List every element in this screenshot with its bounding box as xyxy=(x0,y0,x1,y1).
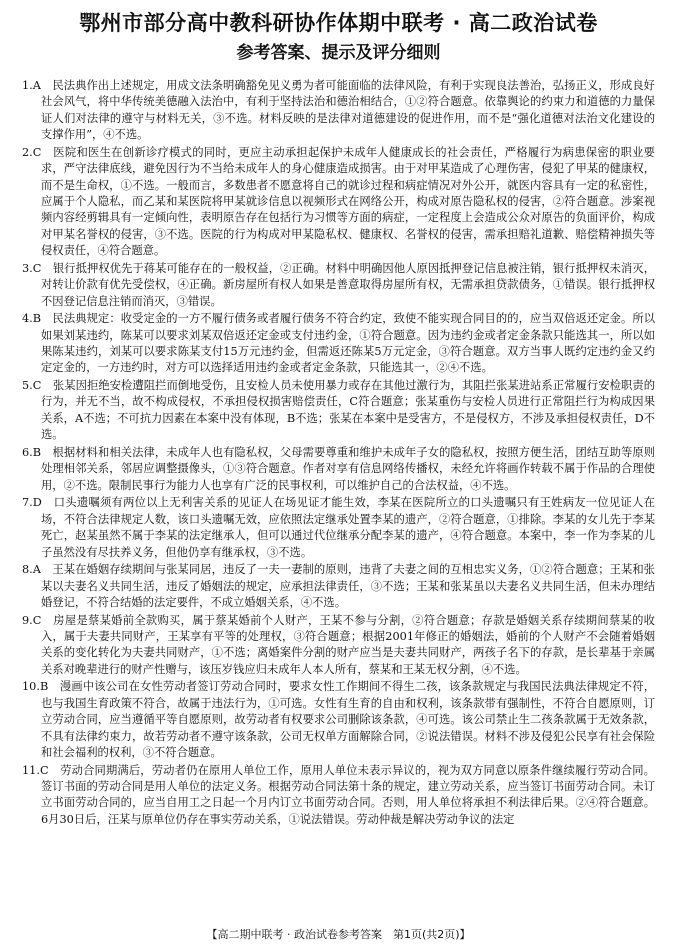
answer-text: 张某因拒绝安检遭阻拦而倒地受伤，且安检人员未使用暴力或存在其他过激行为，其阻拦张某进站系正常履行安检职责的行为，并无不当，故不构成侵权，不承担侵权损害赔偿责任，C符合题意；张某重伤与安检人员进行正常阻拦行为构成因果关系，A不选；不可抗力因素在本案中没有体现，B不选；张某在本案中是受害方，不是侵权方，不涉及承担侵权责任，D不选。 xyxy=(41,379,655,442)
answer-item-8 xyxy=(22,562,655,611)
answer-text: 根据材料和相关法律，未成年人也有隐私权，父母需要尊重和维护未成年子女的隐私权，按照方便生活，团结互助等原则处理相邻关系，邻居应调整摄像头，①③符合题意。作者对享有信息网络传播权，未经允许将画作转载不属于作品的合理使用，②不选。限制民事行为能力人也享有广泛的民事权利，可以维护自己的合法权益，④不选。 xyxy=(41,445,655,492)
answer-text: 民法典规定：收受定金的一方不履行债务或者履行债务不符合约定，致使不能实现合同目的的，应当双倍返还定金。所以如果刘某违约，陈某可以要求刘某双倍返还定金或支付违约金，①符合题意。因为违约金或者定金条款只能选其一，所以如果陈某违约，刘某可以要求陈某支付15万元违约金，但需返还陈某5万元定金，③符合题意。双方当事人既约定违约金又约定定金的，一方违约时，对方可以选择适用违约金或者定金条款，只能选其一，②④不选。 xyxy=(41,312,655,375)
answer-text: 民法典作出上述规定，用成文法条明确豁免见义勇为者可能面临的法律风险，有利于实现良法善治，弘扬正义，形成良好社会风气，将中华传统美德融入法治中，有利于坚持法治和德治相结合，①②符合题意。依靠舆论的约束力和道德的力量保证人们对法律的遵守与材料无关，③不选。材料反映的是法律对道德建设的促进作用，而不是“强化道德对法治文化建设的支撑作用”，④不选。 xyxy=(41,79,655,142)
answer-list xyxy=(22,78,655,828)
answer-item-6 xyxy=(22,445,655,494)
answer-text: 劳动合同期满后，劳动者仍在原用人单位工作，原用人单位未表示异议的，视为双方同意以原条件继续履行劳动合同。签订书面的劳动合同是用人单位的法定义务。根据劳动合同法第十条的规定，建立劳动关系，应当签订书面劳动合同。未订立书面劳动合同的，应当自用工之日起一个月内订立书面劳动合同。否则，用人单位将承担不利法律后果。②④符合题意。6月30日后，汪某与原单位仍存在事实劳动关系，①说法错误。劳动仲裁是解决劳动争议的法定 xyxy=(41,763,655,826)
answer-item-10 xyxy=(22,679,655,761)
answer-number: 2.C xyxy=(22,145,42,159)
answer-number: 8.A xyxy=(22,563,41,577)
answer-number: 6.B xyxy=(22,445,42,459)
answer-number: 9.C xyxy=(22,613,42,627)
answer-text: 医院和医生在创新诊疗模式的同时，更应主动承担起保护未成年人健康成长的社会责任，严格履行为病患保密的职业要求，严守法律底线，避免因行为不当给未成年人的身心健康造成损害。由于对甲某造成了心理伤害，侵犯了甲某的健康权，而不是生命权，①不选。一般而言，多数患者不愿意将自己的就诊过程和病症情况对外公开，就医内容具有一定的私密性，应属于个人隐私，而乙某和某医院将甲某就诊信息以视频形式在网络公开，构成对原告隐私权的侵害，②符合题意。涉案视频内容经剪辑具有一定倾向性，表明原告存在包括行为习惯等方面的病症，一定程度上会造成公众对原告的负面评价，构成对甲某名誉权的侵害，③不选。医院的行为构成对甲某隐私权、健康权、名誉权的侵害，需承担赔礼道歉、赔偿精神损失等侵权责任，④符合题意。 xyxy=(41,145,655,258)
answer-number: 10.B xyxy=(22,680,49,694)
answer-number: 11.C xyxy=(22,763,49,777)
page-footer: 【高二期中联考 · 政治试卷参考答案 第1页(共2页)】 xyxy=(206,928,471,941)
answer-item-2 xyxy=(22,145,655,260)
answer-item-11 xyxy=(22,763,655,829)
answer-item-9 xyxy=(22,613,655,679)
answer-text: 王某在婚姻存续期间与张某同居，违反了一夫一妻制的原则，违背了夫妻之间的互相忠实义务，①②符合题意；王某和张某以夫妻名义共同生活，违反了婚姻法的规定，应承担法律责任，③不选；王某和张某虽以夫妻名义共同生活，但未办理结婚登记，不符合结婚的法定要件，不成立婚姻关系，④不选。 xyxy=(41,563,655,609)
answer-text: 银行抵押权优先于蒋某可能存在的一般权益，②正确。材料中明确因他人原因抵押登记信息被注销，银行抵押权未消灭，对转让价款有优先受偿权，④正确。新房屋所有权人如果是善意取得房屋所有权，无需承担贷款债务，①错误。银行抵押权不因登记信息注销而消灭，③错误。 xyxy=(41,261,655,308)
answer-item-4 xyxy=(22,311,655,377)
answer-item-3 xyxy=(22,261,655,310)
answer-item-1 xyxy=(22,78,655,144)
answer-number: 1.A xyxy=(22,79,41,92)
page-subtitle: 参考答案、提示及评分细则 xyxy=(236,43,441,63)
answer-item-5 xyxy=(22,378,655,444)
answer-number: 5.C xyxy=(22,379,42,393)
page-title: 鄂州市部分高中教科研协作体期中联考 · 高二政治试卷 xyxy=(79,11,598,35)
answer-text: 房屋是蔡某婚前全款购买，属于蔡某婚前个人财产，王某不参与分割，②符合题意；存款是婚姻关系存续期间蔡某的收入，属于夫妻共同财产，王某享有平等的处理权，③符合题意；根据2001年修正的婚姻法，婚前的个人财产不会随着婚姻关系的变化转化为夫妻共同财产，①不选；离婚案件分割的财产应当是夫妻共同财产，两孩子名下的存款，是长辈基于亲属关系对晚辈进行的财产性赠与，该压岁钱应归未成年人本人所有，蔡某和王某无权分割，④不选。 xyxy=(41,613,655,676)
answer-text: 口头遗嘱须有两位以上无利害关系的见证人在场见证才能生效，李某在医院所立的口头遗嘱只有王姓病友一位见证人在场，不符合法律规定人数，该口头遗嘱无效，应依照法定继承处置李某的遗产，②符合题意，①排除。李某的女儿先于李某死亡，赵某虽然不属于李某的法定继承人，但可以通过代位继承分配李某的遗产，④符合题意。本案中，李一作为李某的儿子虽然没有尽扶养义务，但他仍享有继承权，③不选。 xyxy=(41,496,655,559)
answer-number: 3.C xyxy=(22,261,42,275)
answer-number: 7.D xyxy=(22,496,42,510)
answer-text: 漫画中该公司在女性劳动者签订劳动合同时，要求女性工作期间不得生二孩，该条款规定与我国民法典法律规定不符，也与我国生育政策不符合，故属于违法行为，①可选。女性有生育的自由和权利，该条款带有强制性，不符合自愿原则，订立劳动合同，应当遵循平等自愿原则，故劳动者有权要求公司删除该条款，④可选。该公司禁止生二孩条款属于无效条款，不具有法律约束力，故若劳动者不遵守该条款，公司无权单方面解除合同，②说法错误。材料不涉及侵犯公民享有社会保险和社会福利的权利，③不符合题意。 xyxy=(41,680,655,759)
answer-number: 4.B xyxy=(22,312,42,326)
answer-item-7 xyxy=(22,495,655,561)
